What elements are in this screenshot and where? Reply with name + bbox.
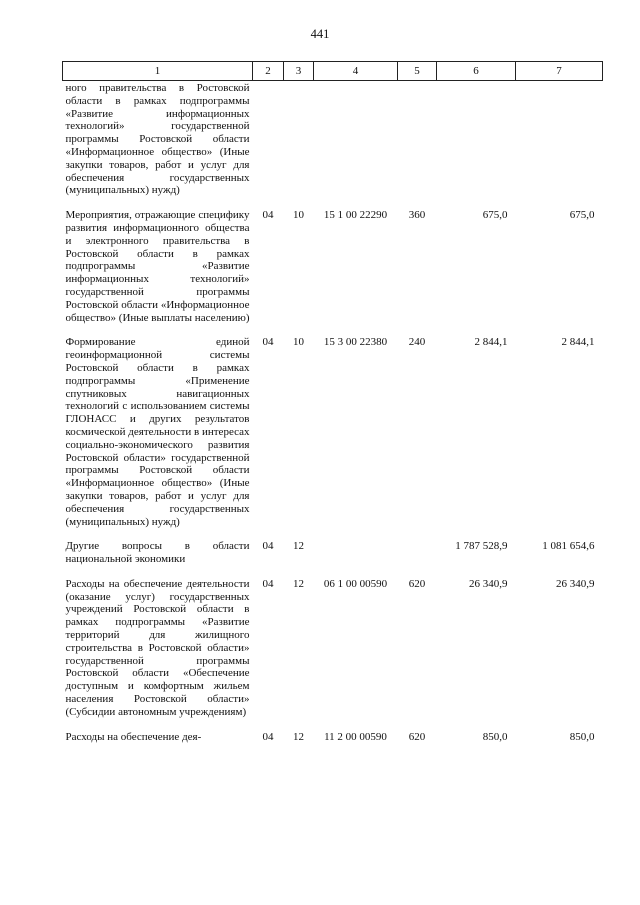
row-expense-type: 360	[408, 209, 426, 222]
row-expense-type: 620	[408, 730, 426, 743]
row-target-item	[314, 81, 398, 210]
table-row	[63, 209, 603, 336]
row-amount-2: 850,0	[569, 730, 595, 743]
row-amount-2: 2 844,1	[561, 336, 595, 349]
row-description: Формирование единой геоинформационной системы Ростовской области в рамках подпрограммы «Применение спутниковых навигационных технологий с использованием системы ГЛОНАСС и других результатов космической деятельности в интересах социально-экономического развития Ростовской области» государственной программы Ростовской области «Информационное общество» (Иные закупки товаров, работ и услуг для обеспечения государственных (муниципальных) нужд)	[65, 336, 250, 528]
row-description: Мероприятия, отражающие специфику развития информационного общества и электронного правительства в Ростовской области в рамках подпрограммы «Развитие информационных технологий» государственной программы Ростовской области «Информационное общество» (Иные выплаты населению)	[65, 209, 250, 324]
row-subsection: 12	[293, 540, 304, 553]
row-expense-type	[398, 540, 437, 578]
table-header-row	[63, 62, 603, 81]
row-description: Другие вопросы в области национальной экономики	[65, 540, 250, 566]
row-amount-1: 675,0	[482, 209, 508, 222]
row-amount-1: 26 340,9	[469, 577, 508, 590]
row-section: 04	[262, 209, 274, 222]
row-section: 04	[262, 577, 274, 590]
row-amount-1	[437, 81, 516, 210]
row-subsection: 12	[293, 577, 304, 590]
row-subsection: 12	[293, 730, 304, 743]
row-amount-2	[516, 81, 603, 210]
table-row	[63, 540, 603, 578]
row-subsection	[284, 81, 314, 210]
row-expense-type	[398, 81, 437, 210]
column-header: 5	[398, 62, 437, 81]
column-header: 1	[63, 62, 253, 81]
row-target-item	[314, 540, 398, 578]
row-target-item: 15 3 00 22380	[323, 336, 388, 349]
row-amount-2: 26 340,9	[556, 577, 595, 590]
column-header: 7	[516, 62, 603, 81]
column-header: 3	[284, 62, 314, 81]
column-header: 2	[253, 62, 284, 81]
row-section: 04	[262, 540, 274, 553]
page-number: 441	[310, 27, 330, 41]
row-description: Расходы на обеспечение дея-	[65, 730, 202, 743]
row-amount-2: 675,0	[569, 209, 595, 222]
row-expense-type: 620	[408, 577, 426, 590]
column-header: 4	[314, 62, 398, 81]
row-amount-1: 2 844,1	[474, 336, 508, 349]
column-header: 6	[437, 62, 516, 81]
table-row	[63, 731, 603, 756]
row-subsection: 10	[293, 336, 304, 349]
table-row	[63, 336, 603, 540]
row-section	[253, 81, 284, 210]
row-subsection: 10	[293, 209, 304, 222]
row-target-item: 15 1 00 22290	[323, 209, 388, 222]
table-row	[63, 81, 603, 210]
row-description: ного правительства в Ростовской области в рамках подпрограммы «Развитие информационных технологий» государственной программы Ростовской области «Информационное общество» (Иные закупки товаров, работ и услуг для обеспечения государственных (муниципальных) нужд)	[65, 82, 250, 197]
row-section: 04	[262, 730, 274, 743]
row-expense-type: 240	[408, 336, 426, 349]
row-amount-1: 1 787 528,9	[455, 540, 508, 553]
row-target-item: 11 2 00 00590	[324, 730, 387, 743]
row-target-item: 06 1 00 00590	[323, 577, 388, 590]
table-row	[63, 578, 603, 731]
row-description: Расходы на обеспечение деятельности (оказание услуг) государственных учреждений Ростовской области в рамках подпрограммы «Развитие территорий для жилищного строительства в Ростовской области» государственной программы Ростовской области «Обеспечение доступным и комфортным жильем населения Ростовской области» (Субсидии автономным учреждениям)	[65, 577, 250, 718]
row-amount-2: 1 081 654,6	[542, 540, 595, 553]
budget-table	[62, 61, 603, 755]
row-amount-1: 850,0	[482, 730, 508, 743]
row-section: 04	[262, 336, 274, 349]
